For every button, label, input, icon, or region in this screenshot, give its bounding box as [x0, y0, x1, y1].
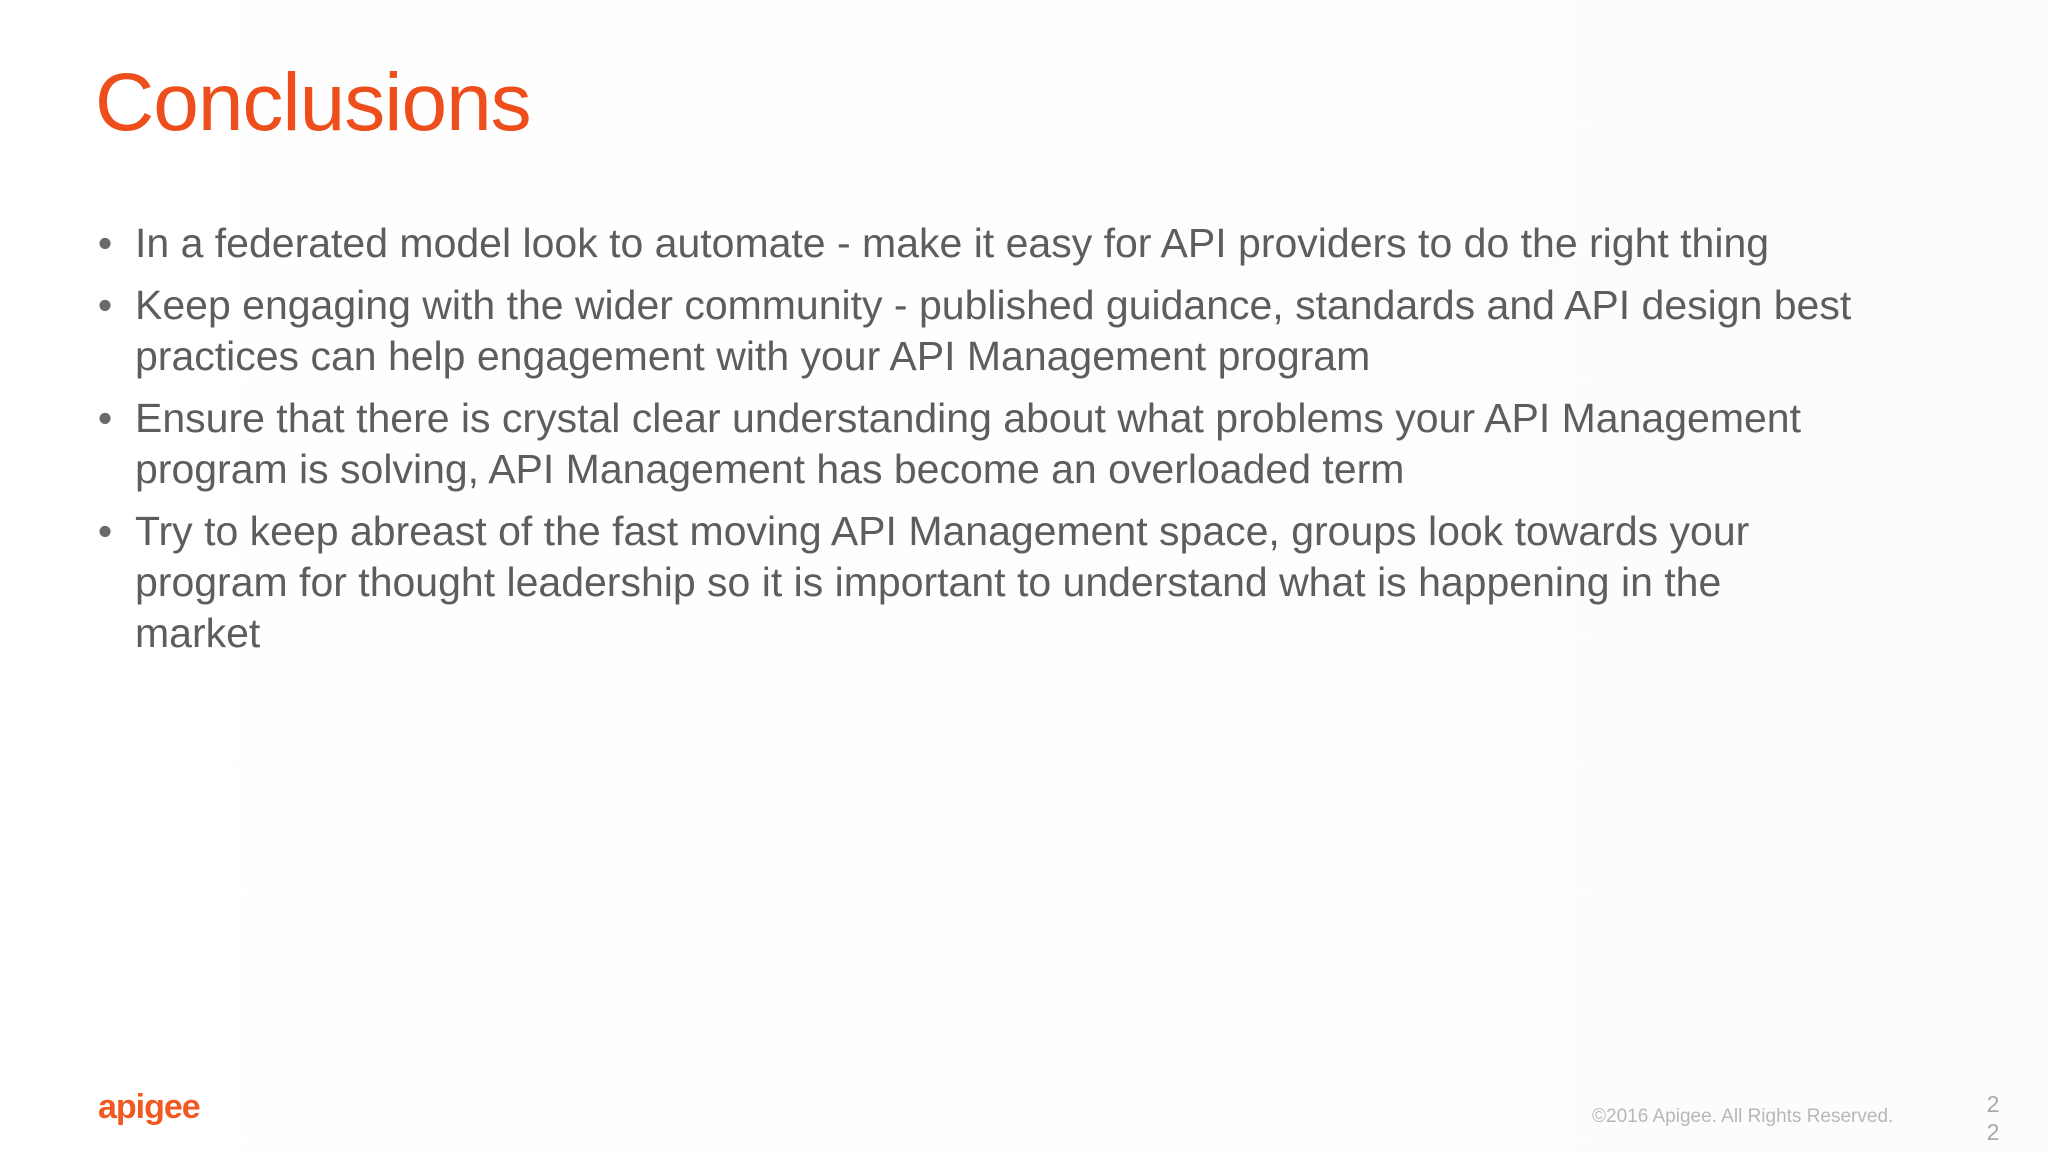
- bullet-marker: •: [97, 220, 113, 266]
- bullet-text: Try to keep abreast of the fast moving API Management space, groups look towards your program for thought leadership so it is important to understand what is happening in the market: [135, 508, 1750, 656]
- bullet-marker: •: [97, 282, 113, 328]
- bullet-list: [95, 218, 1855, 670]
- bullet-text: In a federated model look to automate - make it easy for API providers to do the right thing: [135, 220, 1770, 266]
- bullet-item: [95, 218, 1855, 269]
- bullet-item: [95, 393, 1855, 495]
- bullet-text: Keep engaging with the wider community - published guidance, standards and API design best practices can help engagement with your API Management program: [135, 282, 1852, 379]
- copyright-notice: ©2016 Apigee. All Rights Reserved.: [1592, 1106, 1894, 1127]
- apigee-logo: apigee: [98, 1088, 200, 1126]
- bullet-marker: •: [97, 395, 113, 441]
- page-number: 22: [1986, 1091, 2000, 1145]
- bullet-item: [95, 280, 1855, 382]
- bullet-item: [95, 506, 1855, 659]
- slide-title: Conclusions: [95, 57, 531, 148]
- bullet-marker: •: [97, 508, 113, 554]
- bullet-text: Ensure that there is crystal clear understanding about what problems your API Management program is solving, API Management has become an overloaded term: [135, 395, 1801, 492]
